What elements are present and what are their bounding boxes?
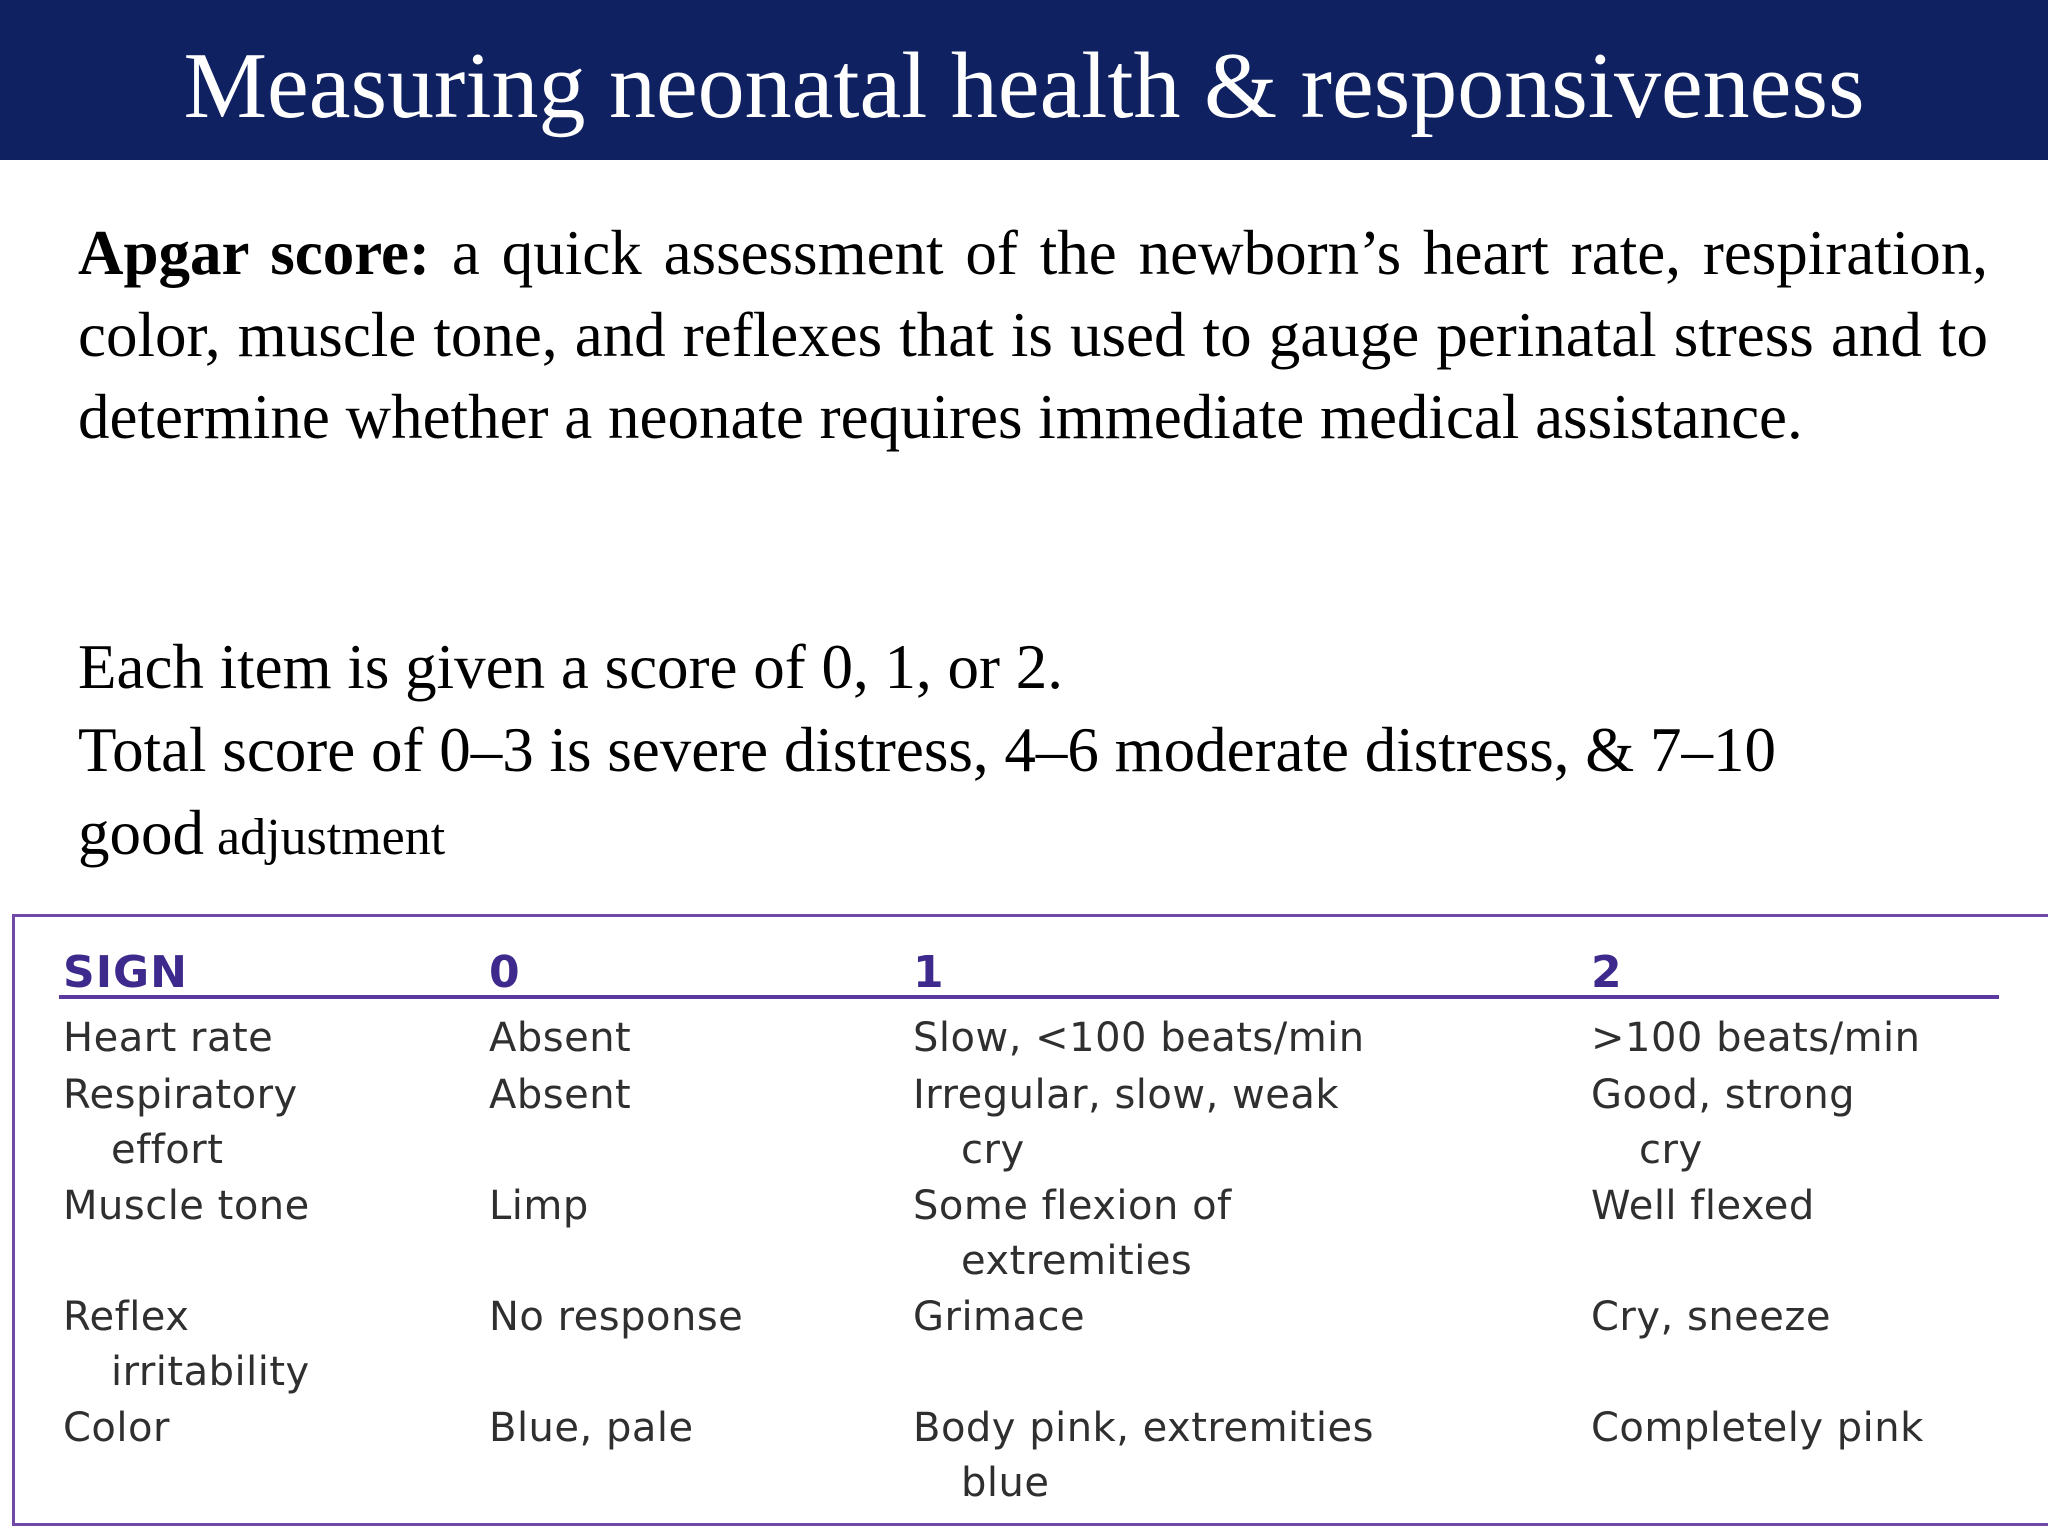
- header-divider: [59, 995, 1999, 999]
- cell-text: Slow, <100 beats/min: [913, 1015, 1365, 1061]
- cell-text: >100 beats/min: [1591, 1015, 1921, 1061]
- cell-text: Reflex: [63, 1294, 190, 1340]
- cell-text: Blue, pale: [489, 1405, 694, 1451]
- slide-title: Measuring neonatal health & responsiveness: [183, 34, 1865, 138]
- cell-text: Well flexed: [1591, 1183, 1815, 1229]
- score-0-cell: [489, 1011, 631, 1066]
- score-0-cell: [489, 1401, 694, 1456]
- header-score-2: 2: [1591, 947, 1623, 998]
- scoring-text: [78, 626, 2008, 879]
- definition-text: a quick assessment of the newborn’s heart rate, respiration, color, muscle tone, and reflexes that is used to gauge perinatal stress and to determine whether a neonate requires immediate medical assistance.: [78, 218, 1988, 452]
- sign-cell: [63, 1068, 298, 1178]
- cell-text: Color: [63, 1405, 170, 1451]
- sign-cell: [63, 1401, 170, 1456]
- sign-cell: [63, 1290, 310, 1400]
- apgar-score-table: [12, 914, 2048, 1526]
- definition-paragraph: [78, 212, 1988, 458]
- cell-text: Absent: [489, 1015, 632, 1061]
- score-0-cell: [489, 1290, 743, 1345]
- cell-text: Respiratory: [63, 1072, 298, 1118]
- cell-text: Completely pink: [1591, 1405, 1924, 1451]
- scoring-line-3-small: adjustment: [204, 809, 446, 866]
- cell-text: Muscle tone: [63, 1183, 310, 1229]
- scoring-line-3-main: good: [78, 798, 204, 868]
- header-score-1: 1: [913, 947, 945, 998]
- scoring-line-2: Total score of 0–3 is severe distress, 4–6 moderate distress, & 7–10: [78, 715, 1776, 785]
- cell-text-continued: cry: [961, 1127, 1025, 1173]
- score-1-cell: [913, 1401, 1374, 1511]
- score-1-cell: [913, 1179, 1232, 1289]
- score-0-cell: [489, 1179, 589, 1234]
- cell-text: Body pink, extremities: [913, 1405, 1374, 1451]
- cell-text: No response: [489, 1294, 744, 1340]
- header-score-0: 0: [489, 947, 521, 998]
- cell-text-continued: irritability: [111, 1349, 310, 1395]
- cell-text: Good, strong: [1591, 1072, 1856, 1118]
- score-2-cell: [1591, 1011, 1921, 1066]
- scoring-line-3: [78, 792, 2008, 879]
- cell-text: Heart rate: [63, 1015, 274, 1061]
- cell-text: Irregular, slow, weak: [913, 1072, 1340, 1118]
- score-2-cell: [1591, 1401, 1924, 1456]
- definition-term: Apgar score:: [78, 218, 430, 288]
- score-1-cell: [913, 1011, 1365, 1066]
- cell-text: Cry, sneeze: [1591, 1294, 1831, 1340]
- score-1-cell: [913, 1290, 1085, 1345]
- sign-cell: [63, 1011, 273, 1066]
- sign-cell: [63, 1179, 310, 1234]
- score-1-cell: [913, 1068, 1339, 1178]
- cell-text-continued: effort: [111, 1127, 224, 1173]
- cell-text: Some flexion of: [913, 1183, 1232, 1229]
- cell-text-continued: blue: [961, 1460, 1050, 1506]
- scoring-line-1: Each item is given a score of 0, 1, or 2.: [78, 632, 1063, 702]
- cell-text-continued: extremities: [961, 1238, 1193, 1284]
- score-2-cell: [1591, 1290, 1831, 1345]
- score-2-cell: [1591, 1068, 1855, 1178]
- cell-text: Limp: [489, 1183, 589, 1229]
- cell-text: Grimace: [913, 1294, 1086, 1340]
- cell-text-continued: cry: [1639, 1127, 1703, 1173]
- cell-text: Absent: [489, 1072, 632, 1118]
- header-sign: SIGN: [63, 947, 188, 998]
- score-2-cell: [1591, 1179, 1815, 1234]
- score-0-cell: [489, 1068, 631, 1123]
